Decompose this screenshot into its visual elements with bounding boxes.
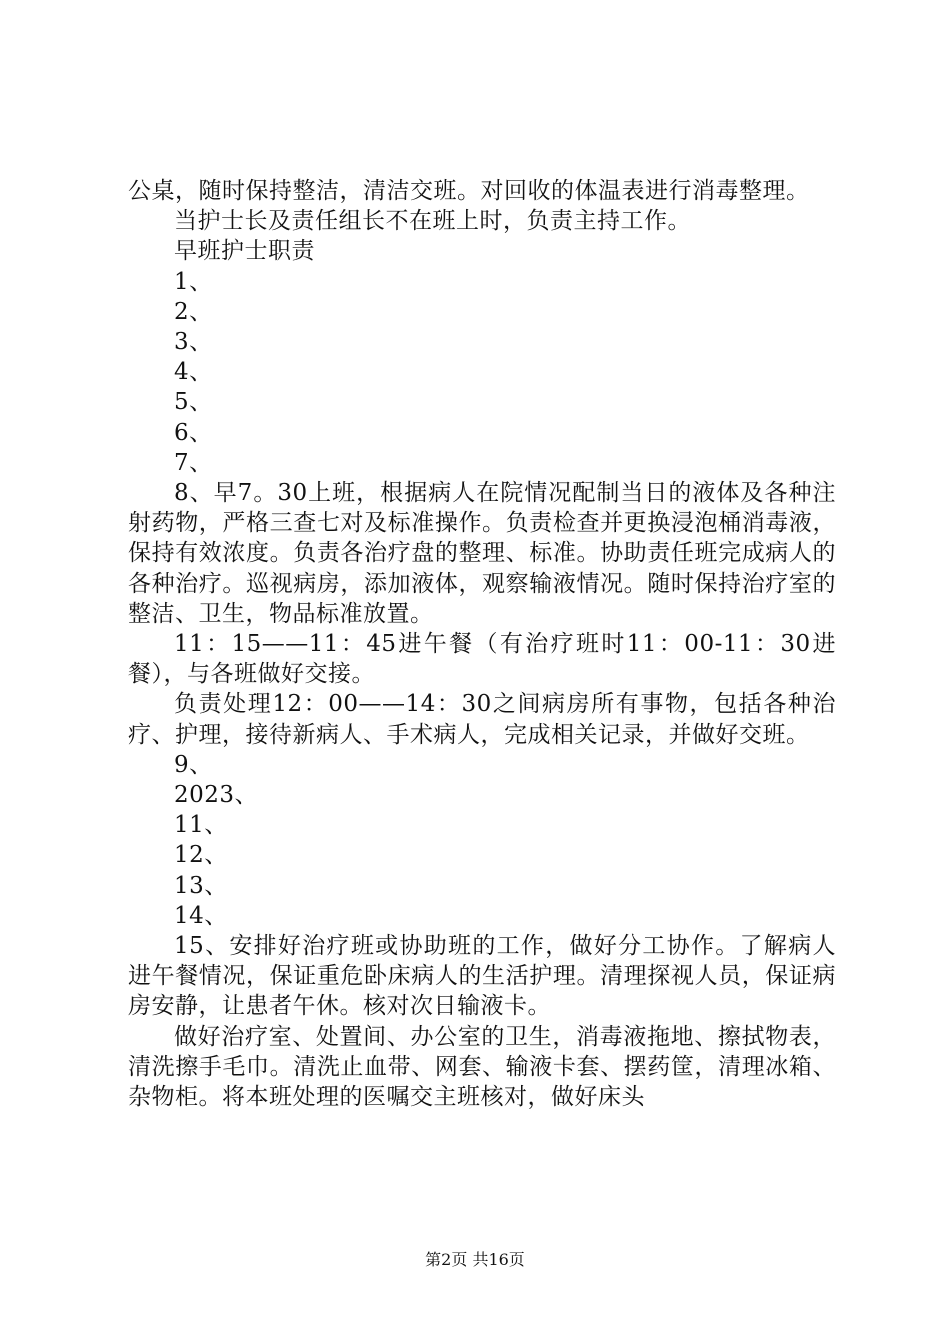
paragraph: 8、早7。30上班，根据病人在院情况配制当日的液体及各种注射药物，严格三查七对及标准操作。负责检查并更换浸泡桶消毒液，保持有效浓度。负责各治疗盘的整理、标准。协助责任班完成病人的各种治疗。巡视病房，添加液体，观察输液情况。随时保持治疗室的整洁、卫生，物品标准放置。 xyxy=(128,480,836,627)
list-item: 13、 xyxy=(174,872,228,899)
paragraph: 做好治疗室、处置间、办公室的卫生，消毒液拖地、擦拭物表，清洗擦手毛巾。清洗止血带、网套、输液卡套、摆药筐，清理冰箱、杂物柜。将本班处理的医嘱交主班核对，做好床头 xyxy=(128,1023,836,1111)
list-item: 11、 xyxy=(174,812,228,839)
list-item: 9、 xyxy=(174,751,213,778)
list-item: 2、 xyxy=(174,298,213,325)
page-footer: 第2页 共16页 xyxy=(425,1250,525,1269)
list-item: 6、 xyxy=(174,419,213,446)
section-heading: 早班护士职责 xyxy=(174,238,315,265)
paragraph: 负责处理12：00——14：30之间病房所有事物，包括各种治疗、护理，接待新病人、手术病人，完成相关记录，并做好交班。 xyxy=(128,691,836,748)
paragraph: 当护士长及责任组长不在班上时，负责主持工作。 xyxy=(174,208,691,235)
list-item: 12、 xyxy=(174,842,228,869)
paragraph: 15、安排好治疗班或协助班的工作，做好分工协作。了解病人进午餐情况，保证重危卧床病人的生活护理。清理探视人员，保证病房安静，让患者午休。核对次日输液卡。 xyxy=(128,933,836,1020)
list-item: 1、 xyxy=(174,268,213,295)
paragraph: 公桌，随时保持整洁，清洁交班。对回收的体温表进行消毒整理。 xyxy=(128,178,810,204)
list-item: 3、 xyxy=(174,329,213,356)
document-body xyxy=(128,176,836,1112)
paragraph: 11：15——11：45进午餐（有治疗班时11：00-11：30进餐），与各班做好交接。 xyxy=(128,631,836,688)
list-item: 5、 xyxy=(174,389,213,416)
list-item: 14、 xyxy=(174,902,228,929)
list-item: 2023、 xyxy=(174,782,259,809)
list-item: 4、 xyxy=(174,359,213,386)
list-item: 7、 xyxy=(174,449,213,476)
